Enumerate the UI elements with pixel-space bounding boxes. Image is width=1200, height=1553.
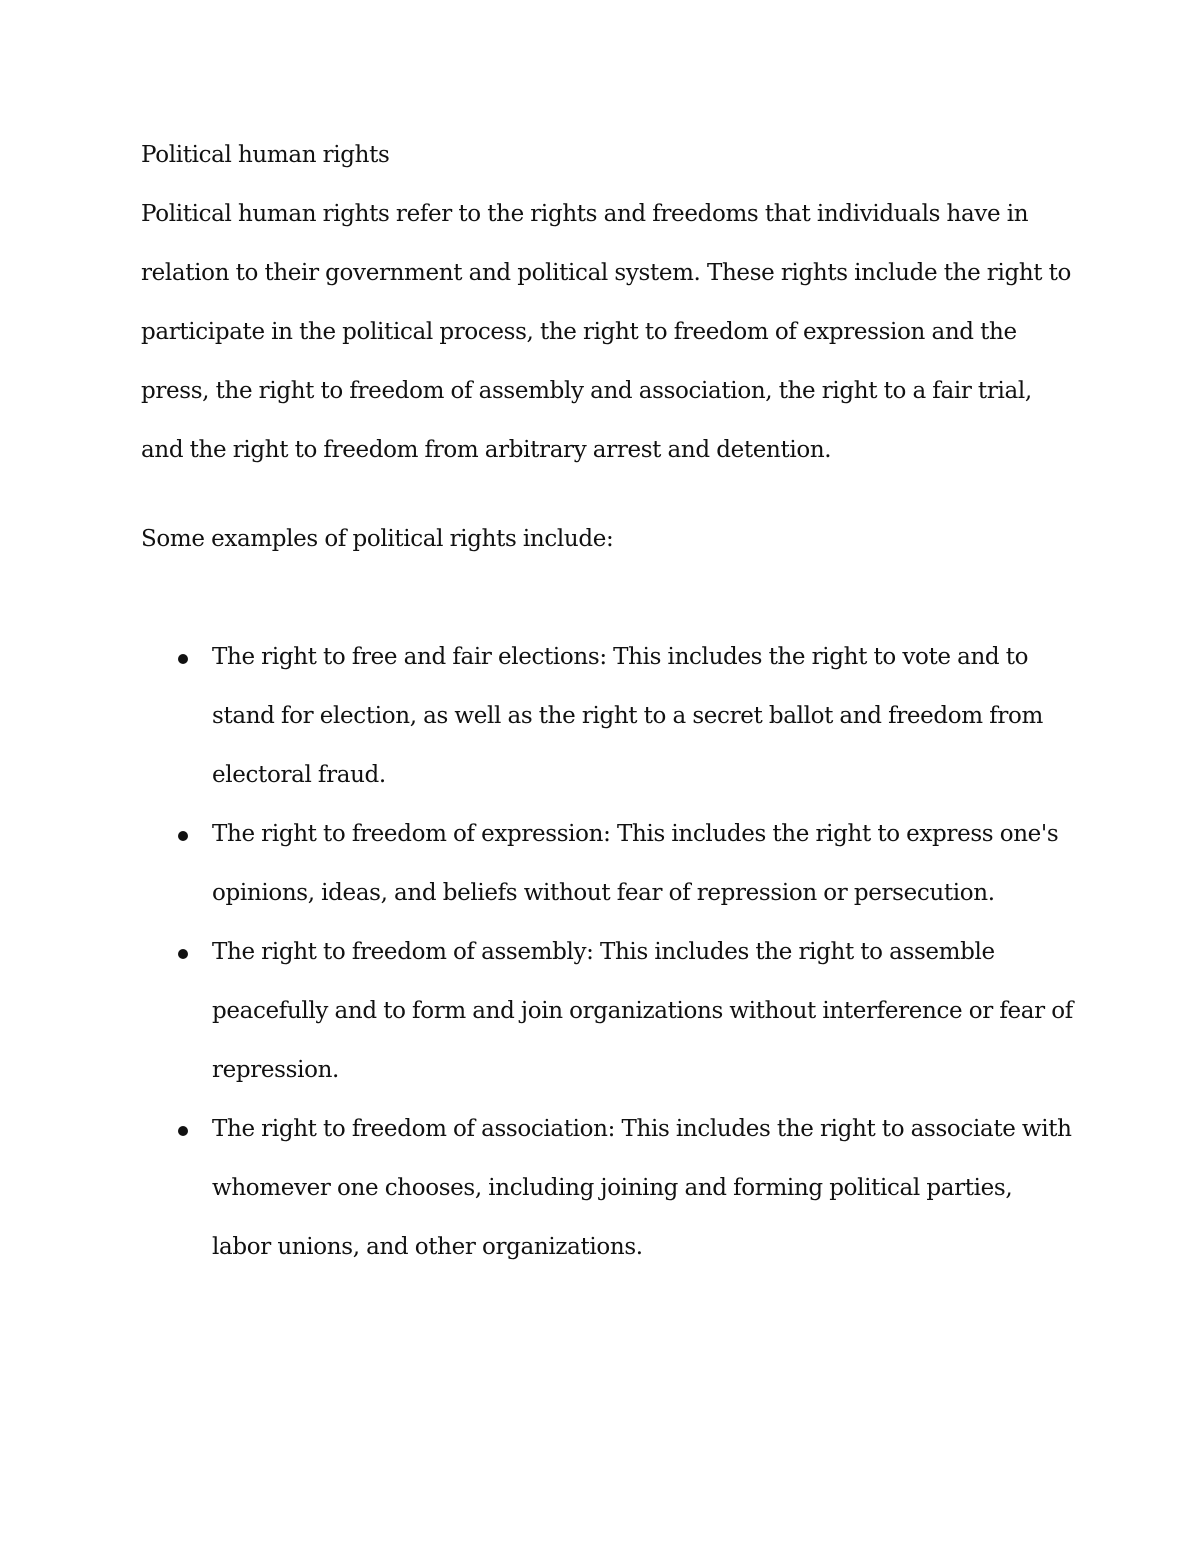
bullet-icon [178, 1126, 188, 1136]
list-item-text: The right to freedom of association: This includes the right to associate with whomever one chooses, including joining and forming political parties, labor unions, and other organizations. [212, 1116, 1072, 1260]
bullet-icon [178, 654, 188, 664]
list-item [141, 923, 1076, 1100]
document-title: Political human rights [141, 142, 390, 168]
list-item-text: The right to freedom of expression: This includes the right to express one's opinions, ideas, and beliefs without fear of repression or persecution. [212, 821, 1059, 906]
body-paragraph: Political human rights refer to the rights and freedoms that individuals have in relation to their government and political system. These rights include the right to participate in the political process, the right to freedom of expression and the press, the right to freedom of assembly and association, the right to a fair trial, and the right to freedom from arbitrary arrest and detention. [141, 201, 1072, 463]
bullet-icon [178, 831, 188, 841]
list-item [141, 805, 1076, 923]
bullet-icon [178, 949, 188, 959]
list-item-text: The right to free and fair elections: This includes the right to vote and to stand for election, as well as the right to a secret ballot and freedom from electoral fraud. [212, 644, 1043, 788]
examples-list [141, 628, 1076, 1277]
list-item-text: The right to freedom of assembly: This includes the right to assemble peacefully and to form and join organizations without interference or fear of repression. [212, 939, 1073, 1083]
examples-intro: Some examples of political rights include: [141, 526, 614, 552]
list-item [141, 1100, 1076, 1277]
list-item [141, 628, 1076, 805]
document-body [141, 126, 1076, 1277]
